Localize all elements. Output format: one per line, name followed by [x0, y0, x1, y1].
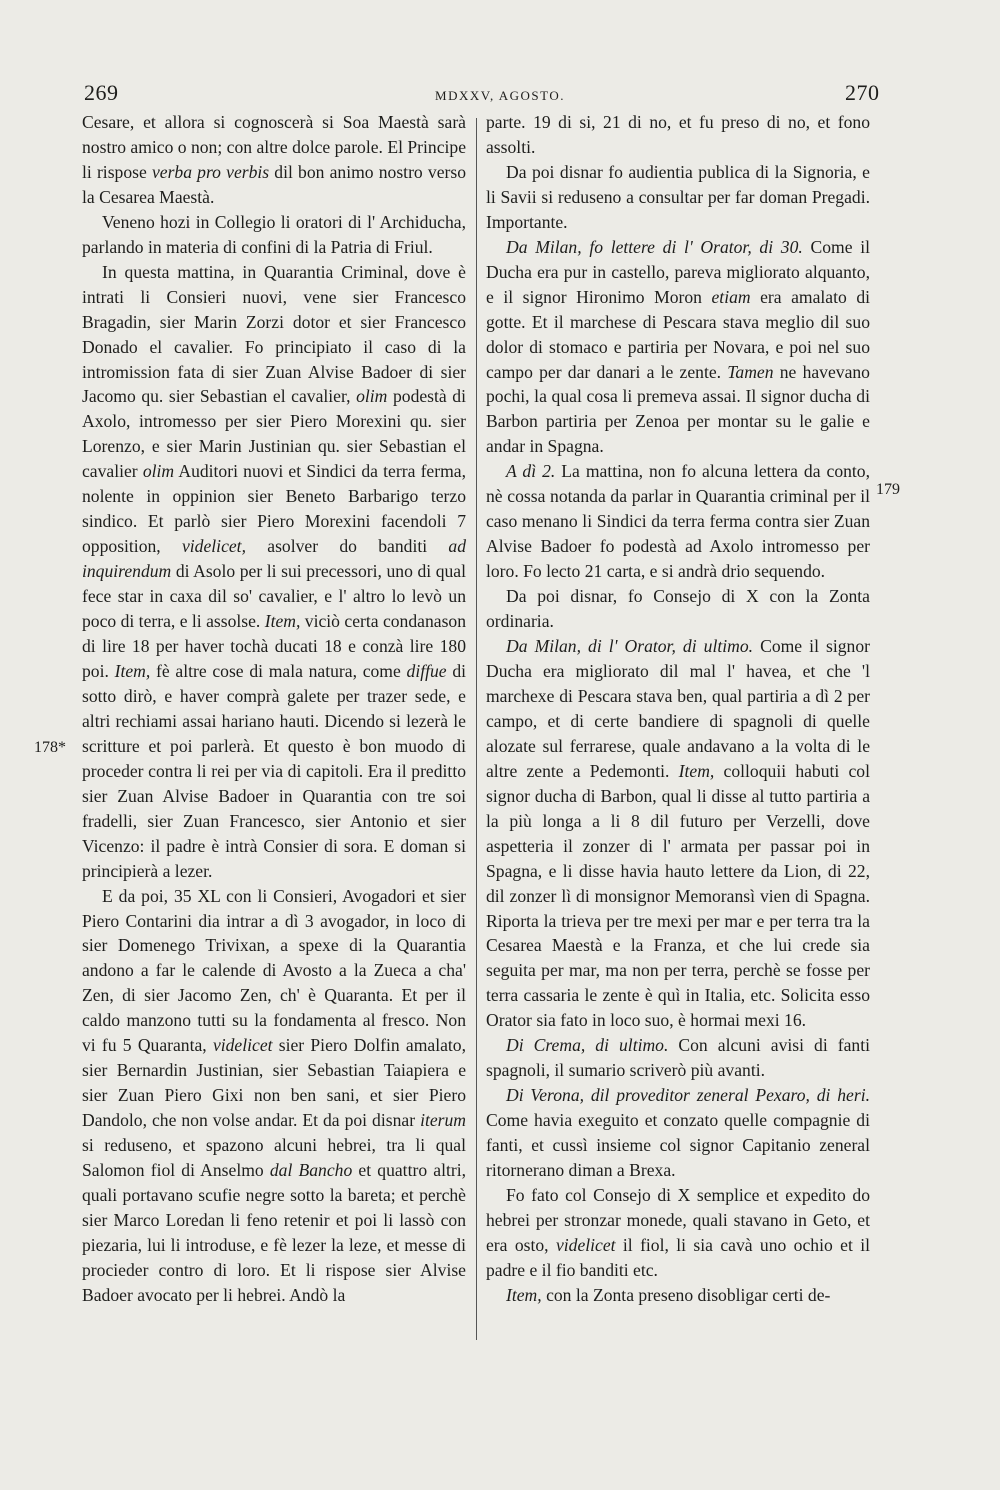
- text-run: podestà di Axolo, intromesso per sier Piero Morexini qu. sier Lorenzo, e sier Marin Justinian qu. sier Sebastian el cavalier: [82, 386, 466, 482]
- paragraph: [486, 1083, 870, 1183]
- text-run: di sotto dirò, e haver comprà galete per trazer sede, e altri rechiami assai hariano hauti. Dicendo si lezerà le scritture et poi parlerà. Et questo è bon muodo di proceder contra li rei per via di capitoli. Era il preditto sier Zuan Alvise Badoer in Quarantia con tre soi fradelli, sier Zuan Francesco, sier Antonio et sier Vicenzo: il padre è intrà Consier di sora. E doman si principierà a lezer.: [82, 660, 467, 881]
- text-run: Come il signor Ducha era migliorato dil mal l' havea, et che 'l marchexe di Pescara stava ben, qual partiria a dì 2 per campo, et di certe bandiere di spagnoli di quelle alozate sul ferrarese, quale andavano a la volta di le altre zente a Pedemonti.: [486, 636, 871, 781]
- text-run: era amalato di gotte. Et il marchese di Pescara stava meglio dil suo dolor di stomaco e partiria per Novara, e poi nel suo campo per dar danari a le zente.: [486, 286, 871, 382]
- text-run: viciò certa condanason di lire 18 per haver tochà ducati 18 e conzà lire 180 poi.: [82, 611, 467, 681]
- italic-run: iterum: [420, 1110, 466, 1131]
- paragraph: [82, 110, 466, 210]
- italic-run: A dì 2.: [506, 461, 556, 482]
- margin-note-left: 178*: [34, 739, 66, 756]
- text-run: et quattro altri, quali portavano scufie negre sotto la bareta; et perchè sier Marco Loredan li feno retenir et poi li lassò con piezaria, lui li introduse, e fè lezer la leze, et messe di procieder contro di loro. Et li rispose sier Alvise Badoer avocato per li hebrei. Andò la: [82, 1160, 467, 1305]
- italic-run: Item,: [678, 760, 715, 781]
- right-page-number: 270: [845, 80, 880, 105]
- text-run: E da poi, 35 XL con li Consieri, Avogadori et sier Piero Contarini dia intrar a dì 3 avogador, in loco di sier Domenego Trivixan, a spexe di la Quarantia andono a far le calende di Avosto a la Zueca a cha' Zen, di sier Jacomo Zen, ch' è Quaranta. Et per il caldo manzono tutti su la fondamenta al fresco. Non vi fu 5 Quaranta,: [82, 885, 466, 1056]
- paragraph: [486, 1283, 870, 1308]
- text-run: con la Zonta preseno disobligar certi de-: [541, 1284, 831, 1305]
- paragraph: [486, 1033, 870, 1083]
- italic-run: olim: [142, 461, 175, 482]
- italic-run: videlicet,: [181, 536, 246, 557]
- text-run: sier Piero Dolfin amalato, sier Bernardin Justinian, sier Sebastian Taiapiera e sier Zuan Piero Gixi non ben sani, et sier Piero Dandolo, che non volse andar. Et da poi disnar: [82, 1035, 467, 1131]
- italic-run: videlicet: [555, 1234, 616, 1255]
- column-divider: [476, 118, 477, 1340]
- text-run: Come havia exeguito et conzato quelle compagnie di fanti, et cussì insieme col signor Capitanio zeneral ritornerano diman a Brexa.: [486, 1110, 870, 1181]
- italic-run: Item,: [264, 611, 301, 632]
- italic-run: etiam: [711, 286, 751, 307]
- text-run: La mattina, non fo alcuna lettera da conto, nè cossa notanda da parlar in Quarantia criminal per il caso menano li Sindici da terra ferma contra sier Zuan Alvise Badoer fo podestà ad Axolo intromesso per loro. Fo lecto 21 carta, e si andrà drio sequendo.: [486, 461, 871, 582]
- text-run: si reduseno, et spazono alcuni hebrei, tra li qual Salomon fiol di Anselmo: [82, 1135, 466, 1181]
- paragraph: [486, 1183, 870, 1283]
- italic-run: Tamen: [727, 361, 774, 382]
- left-column: [82, 110, 466, 1308]
- italic-run: videlicet: [212, 1035, 273, 1056]
- paragraph: [82, 884, 466, 1308]
- paragraph: [486, 235, 870, 460]
- text-run: fè altre cose di mala natura, come: [150, 660, 407, 681]
- paragraph: Da poi disnar, fo Consejo di X con la Zonta ordinaria.: [486, 586, 870, 632]
- page-header: [0, 80, 1000, 110]
- text-run: Cesare, et allora si cognoscerà si Soa Maestà sarà nostro amico o non; con altre dolce parole. El Principe li rispose: [82, 112, 467, 182]
- text-run: dil bon animo nostro verso la Cesarea Maestà.: [82, 161, 467, 207]
- margin-note-right: 179: [876, 481, 900, 498]
- italic-run: olim: [356, 386, 388, 407]
- text-run: Come il Ducha era pur in castello, pareva migliorato alquanto, e il signor Hironimo Moron: [486, 236, 870, 307]
- text-run: colloquii habuti col signor ducha di Barbon, qual li disse al tutto partiria a la più longa a li 8 dil futuro per Verzelli, dove aspetteria il zonzer di l' armata per passar poi in Spagna, e li disse havia hauto lettere da Lion, di 22, dil zonzer lì di monsignor Memoransì vien di Spagna. Riporta la trieva per tre mexi per mar e per terra tra la Cesarea Maestà e la Franza, et che lui crede sia seguita per mar, ma non per terra, perchè se fosse per terra cassaria le zente è quì in Italia, etc. Solicita esso Orator sia fato in loco suo, è hormai mexi 16.: [486, 760, 870, 1031]
- italic-run: Da Milan, fo lettere di l' Orator, di 30.: [506, 236, 803, 257]
- paragraph: Veneno hozi in Collegio li oratori di l' Archiducha, parlando in materia di confini di la Patria di Friul.: [82, 211, 466, 257]
- running-title: MDXXV, AGOSTO.: [435, 88, 565, 103]
- italic-run: diffue: [406, 660, 447, 681]
- text-run: In questa mattina, in Quarantia Criminal, dove è intrati li Consieri nuovi, vene sier Francesco Bragadin, sier Marin Zorzi dotor et sier Francesco Donado el cavalier. Fo principiato il caso di la intromission fata di sier Zuan Alvise Badoer di sier Jacomo qu. sier Sebastian el cavalier,: [82, 261, 466, 407]
- text-run: ne havevano pochi, la qual cosa li premeva assai. Il signor ducha di Barbon partiria per Zenoa per montar su le galie e andar in Spagna.: [486, 361, 870, 457]
- text-run: Con alcuni avisi di fanti spagnoli, il sumario scriverò più avanti.: [486, 1035, 870, 1081]
- text-run: asolver do banditi: [245, 536, 449, 557]
- italic-run: verba pro verbis: [151, 161, 270, 182]
- text-run: di Asolo per li sui precessori, uno di qual fece star in caxa dil so' cavalier, e l' altro lo levò un poco di terra, e li assolse.: [82, 561, 466, 632]
- paragraph: Da poi disnar fo audientia publica di la Signoria, e li Savii si reduseno a consultar per far doman Pregadi. Importante.: [486, 161, 870, 232]
- paragraph: [486, 634, 870, 1033]
- paragraph: parte. 19 di si, 21 di no, et fu preso di no, et fono assolti.: [486, 112, 870, 157]
- paragraph: [82, 260, 466, 884]
- text-run: Auditori nuovi et Sindici da terra ferma, nolente in oppinion sier Beneto Barbarigo terzo sindico. Et parlò sier Piero Morexini facendoli 7 opposition,: [82, 461, 466, 557]
- italic-run: Item,: [506, 1284, 542, 1305]
- right-column: [486, 110, 870, 1308]
- italic-run: dal Bancho: [269, 1160, 353, 1181]
- italic-run: Item,: [114, 660, 151, 681]
- text-run: Fo fato col Consejo di X semplice et expedito do hebrei per stronzar monede, quali stavano in Geto, et era osto,: [486, 1184, 870, 1255]
- italic-run: Di Crema, di ultimo.: [506, 1035, 669, 1056]
- left-page-number: 269: [84, 80, 119, 105]
- italic-run: Da Milan, di l' Orator, di ultimo.: [506, 636, 754, 657]
- italic-run: Di Verona, dil proveditor zeneral Pexaro, di heri.: [506, 1085, 870, 1106]
- text-run: il fiol, li sia cavà uno ochio et il padre e il fio banditi etc.: [486, 1234, 870, 1280]
- paragraph: [486, 459, 870, 584]
- italic-run: ad inquirendum: [82, 536, 466, 582]
